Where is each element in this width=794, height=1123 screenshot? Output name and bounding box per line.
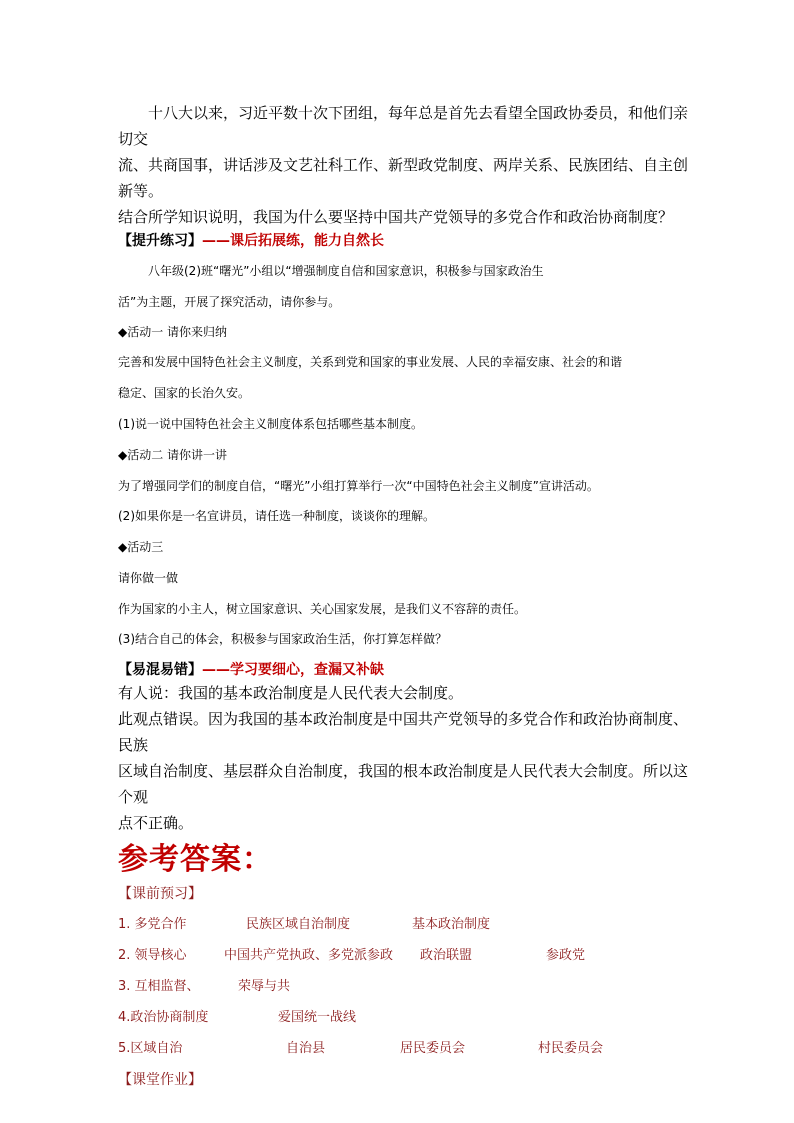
- answer-cell: 2. 领导核心: [118, 948, 187, 963]
- class-work-heading: 【课堂作业】: [118, 1072, 202, 1088]
- answer-row-4: [118, 1009, 688, 1027]
- confuse-claim: 有人说：我国的基本政治制度是人民代表大会制度。: [118, 684, 464, 702]
- practice-intro-line-2: 活”为主题，开展了探究活动，请你参与。: [118, 295, 341, 309]
- practice-heading-tagline: ——课后拓展练，能力自然长: [202, 233, 384, 249]
- practice-heading: [118, 231, 688, 251]
- confuse-answer-line-1: 此观点错误。因为我国的基本政治制度是中国共产党领导的多党合作和政治协商制度、民族: [118, 710, 689, 754]
- activity-3-heading: ◆活动三: [118, 540, 164, 554]
- intro-line-1: 十八大以来，习近平数十次下团组，每年总是首先去看望全国政协委员，和他们亲切交: [118, 104, 689, 148]
- document-page: [118, 100, 688, 1090]
- answer-cell: 政治联盟: [420, 948, 473, 963]
- confuse-heading-label: 【易混易错】: [118, 662, 202, 678]
- practice-intro-line-1: 八年级(2)班“曙光”小组以“增强制度自信和国家意识，积极参与国家政治生: [148, 264, 544, 278]
- preview-heading: 【课前预习】: [118, 886, 202, 902]
- question-2: (2)如果你是一名宣讲员，请任选一种制度，谈谈你的理解。: [118, 509, 436, 523]
- answer-row-5: [118, 1040, 688, 1058]
- answer-cell: 自治县: [286, 1041, 326, 1056]
- practice-heading-label: 【提升练习】: [118, 233, 202, 249]
- confuse-answer-line-2: 区域自治制度、基层群众自治制度，我国的根本政治制度是人民代表大会制度。所以这个观: [118, 762, 689, 806]
- confuse-heading: [118, 660, 688, 680]
- answer-cell: 民族区域自治制度: [246, 917, 351, 932]
- answer-cell: 荣辱与共: [238, 979, 291, 994]
- confuse-heading-tagline: ——学习要细心，查漏又补缺: [202, 662, 384, 678]
- answer-cell: 村民委员会: [538, 1041, 604, 1056]
- activity-1-text-line-2: 稳定、国家的长治久安。: [118, 386, 251, 400]
- answer-row-3: [118, 978, 688, 996]
- answer-cell: 中国共产党执政、多党派参政: [224, 948, 394, 963]
- confuse-answer-line-3: 点不正确。: [118, 814, 194, 832]
- activity-3-text: 作为国家的小主人，树立国家意识、关心国家发展，是我们义不容辞的责任。: [118, 602, 527, 616]
- activity-1-heading: ◆活动一 请你来归纳: [118, 325, 228, 339]
- activity-2-heading: ◆活动二 请你讲一讲: [118, 448, 228, 462]
- answer-cell: 爱国统一战线: [278, 1010, 357, 1025]
- answer-cell: 参政党: [546, 948, 586, 963]
- intro-line-3: 结合所学知识说明，我国为什么要坚持中国共产党领导的多党合作和政治协商制度？: [118, 208, 674, 226]
- question-3: (3)结合自己的体会，积极参与国家政治生活，你打算怎样做？: [118, 632, 448, 646]
- answer-cell: 1. 多党合作: [118, 917, 187, 932]
- answer-cell: 居民委员会: [400, 1041, 466, 1056]
- activity-3-subheading: 请你做一做: [118, 571, 179, 585]
- answer-cell: 基本政治制度: [412, 917, 491, 932]
- question-1: (1)说一说中国特色社会主义制度体系包括哪些基本制度。: [118, 417, 424, 431]
- activity-2-text: 为了增强同学们的制度自信，“曙光”小组打算举行一次“中国特色社会主义制度”宣讲活动。: [118, 479, 599, 493]
- answer-cell: 3. 互相监督、: [118, 979, 200, 994]
- answer-row-1: [118, 916, 688, 934]
- answer-cell: 5.区域自治: [118, 1041, 183, 1056]
- answer-title: 参考答案：: [118, 842, 273, 877]
- intro-line-2: 流、共商国事，讲话涉及文艺社科工作、新型政党制度、两岸关系、民族团结、自主创新等。: [118, 156, 689, 200]
- answer-cell: 4.政治协商制度: [118, 1010, 209, 1025]
- activity-1-text-line-1: 完善和发展中国特色社会主义制度，关系到党和国家的事业发展、人民的幸福安康、社会的和谐: [118, 355, 623, 369]
- answer-row-2: [118, 947, 688, 965]
